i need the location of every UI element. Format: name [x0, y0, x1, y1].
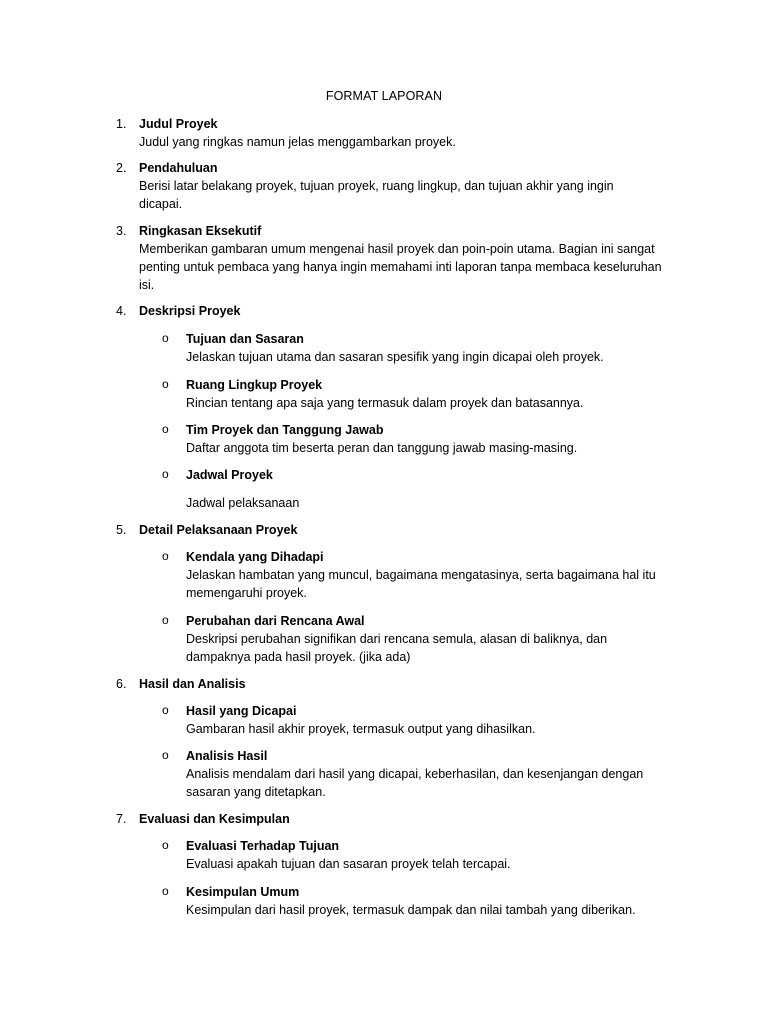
section-judul-proyek	[116, 115, 686, 151]
subsection-heading: Tim Proyek dan Tanggung Jawab	[186, 423, 384, 437]
subsection-ruang-lingkup-proyek	[162, 376, 682, 412]
section-heading: Deskripsi Proyek	[139, 304, 241, 318]
section-description: Berisi latar belakang proyek, tujuan proyek, ruang lingkup, dan tujuan akhir yang ingin dicapai.	[139, 179, 614, 211]
subsection-heading: Kesimpulan Umum	[186, 885, 300, 899]
section-heading: Hasil dan Analisis	[139, 677, 246, 691]
subsection-description: Deskripsi perubahan signifikan dari rencana semula, alasan di baliknya, dan dampaknya pada hasil proyek. (jika ada)	[186, 632, 608, 664]
subsection-heading: Hasil yang Dicapai	[186, 704, 297, 718]
section-detail-pelaksanaan	[116, 521, 686, 539]
subsection-heading: Evaluasi Terhadap Tujuan	[186, 839, 340, 853]
subsection-description: Analisis mendalam dari hasil yang dicapai, keberhasilan, dan kesenjangan dengan sasaran yang ditetapkan.	[186, 767, 644, 799]
subsection-description: Gambaran hasil akhir proyek, termasuk output yang dihasilkan.	[186, 722, 536, 736]
section-deskripsi-proyek	[116, 302, 686, 320]
subsection-description: Kesimpulan dari hasil proyek, termasuk dampak dan nilai tambah yang diberikan.	[186, 903, 636, 917]
section-heading: Ringkasan Eksekutif	[139, 224, 262, 238]
section-number: 1.	[116, 117, 127, 131]
section-number: 6.	[116, 677, 127, 691]
subsection-heading: Kendala yang Dihadapi	[186, 550, 324, 564]
section-number: 3.	[116, 224, 127, 238]
section-number: 5.	[116, 523, 127, 537]
section-pendahuluan	[116, 159, 686, 213]
section-number: 4.	[116, 304, 127, 318]
section-heading: Judul Proyek	[139, 117, 218, 131]
subsection-kendala	[162, 548, 682, 602]
section-heading: Evaluasi dan Kesimpulan	[139, 812, 290, 826]
subsection-perubahan-rencana	[162, 612, 682, 666]
section-heading: Detail Pelaksanaan Proyek	[139, 523, 298, 537]
bullet-marker: o	[162, 884, 169, 898]
subsection-heading: Analisis Hasil	[186, 749, 268, 763]
subsection-heading: Jadwal Proyek	[186, 468, 273, 482]
subsection-description: Rincian tentang apa saja yang termasuk dalam proyek dan batasannya.	[186, 396, 584, 410]
document-title: FORMAT LAPORAN	[325, 89, 443, 103]
subsection-tim-proyek	[162, 421, 682, 457]
bullet-marker: o	[162, 377, 169, 391]
section-number: 7.	[116, 812, 127, 826]
subsection-description: Jelaskan tujuan utama dan sasaran spesifik yang ingin dicapai oleh proyek.	[186, 350, 604, 364]
subsection-tujuan-dan-sasaran	[162, 330, 682, 366]
section-heading: Pendahuluan	[139, 161, 218, 175]
section-hasil-dan-analisis	[116, 675, 686, 693]
subsection-heading: Perubahan dari Rencana Awal	[186, 614, 365, 628]
section-description: Judul yang ringkas namun jelas menggambarkan proyek.	[139, 135, 456, 149]
bullet-marker: o	[162, 331, 169, 345]
subsection-description: Jadwal pelaksanaan	[186, 496, 300, 510]
subsection-jadwal-proyek	[162, 466, 682, 512]
subsection-hasil-yang-dicapai	[162, 702, 682, 738]
section-description: Memberikan gambaran umum mengenai hasil proyek dan poin-poin utama. Bagian ini sangat penting untuk pembaca yang hanya ingin memahami inti laporan tanpa membaca keseluruhan isi.	[139, 242, 662, 292]
subsection-kesimpulan-umum	[162, 883, 682, 919]
bullet-marker: o	[162, 838, 169, 852]
subsection-heading: Tujuan dan Sasaran	[186, 332, 304, 346]
bullet-marker: o	[162, 613, 169, 627]
bullet-marker: o	[162, 422, 169, 436]
subsection-evaluasi-terhadap-tujuan	[162, 837, 682, 873]
section-evaluasi-dan-kesimpulan	[116, 810, 686, 828]
bullet-marker: o	[162, 549, 169, 563]
subsection-description: Evaluasi apakah tujuan dan sasaran proyek telah tercapai.	[186, 857, 511, 871]
bullet-marker: o	[162, 467, 169, 481]
section-number: 2.	[116, 161, 127, 175]
bullet-marker: o	[162, 703, 169, 717]
section-ringkasan-eksekutif	[116, 222, 686, 294]
subsection-description: Daftar anggota tim beserta peran dan tanggung jawab masing-masing.	[186, 441, 578, 455]
subsection-heading: Ruang Lingkup Proyek	[186, 378, 323, 392]
bullet-marker: o	[162, 748, 169, 762]
subsection-description: Jelaskan hambatan yang muncul, bagaimana mengatasinya, serta bagaimana hal itu memengaruhi proyek.	[186, 568, 656, 600]
subsection-analisis-hasil	[162, 747, 682, 801]
